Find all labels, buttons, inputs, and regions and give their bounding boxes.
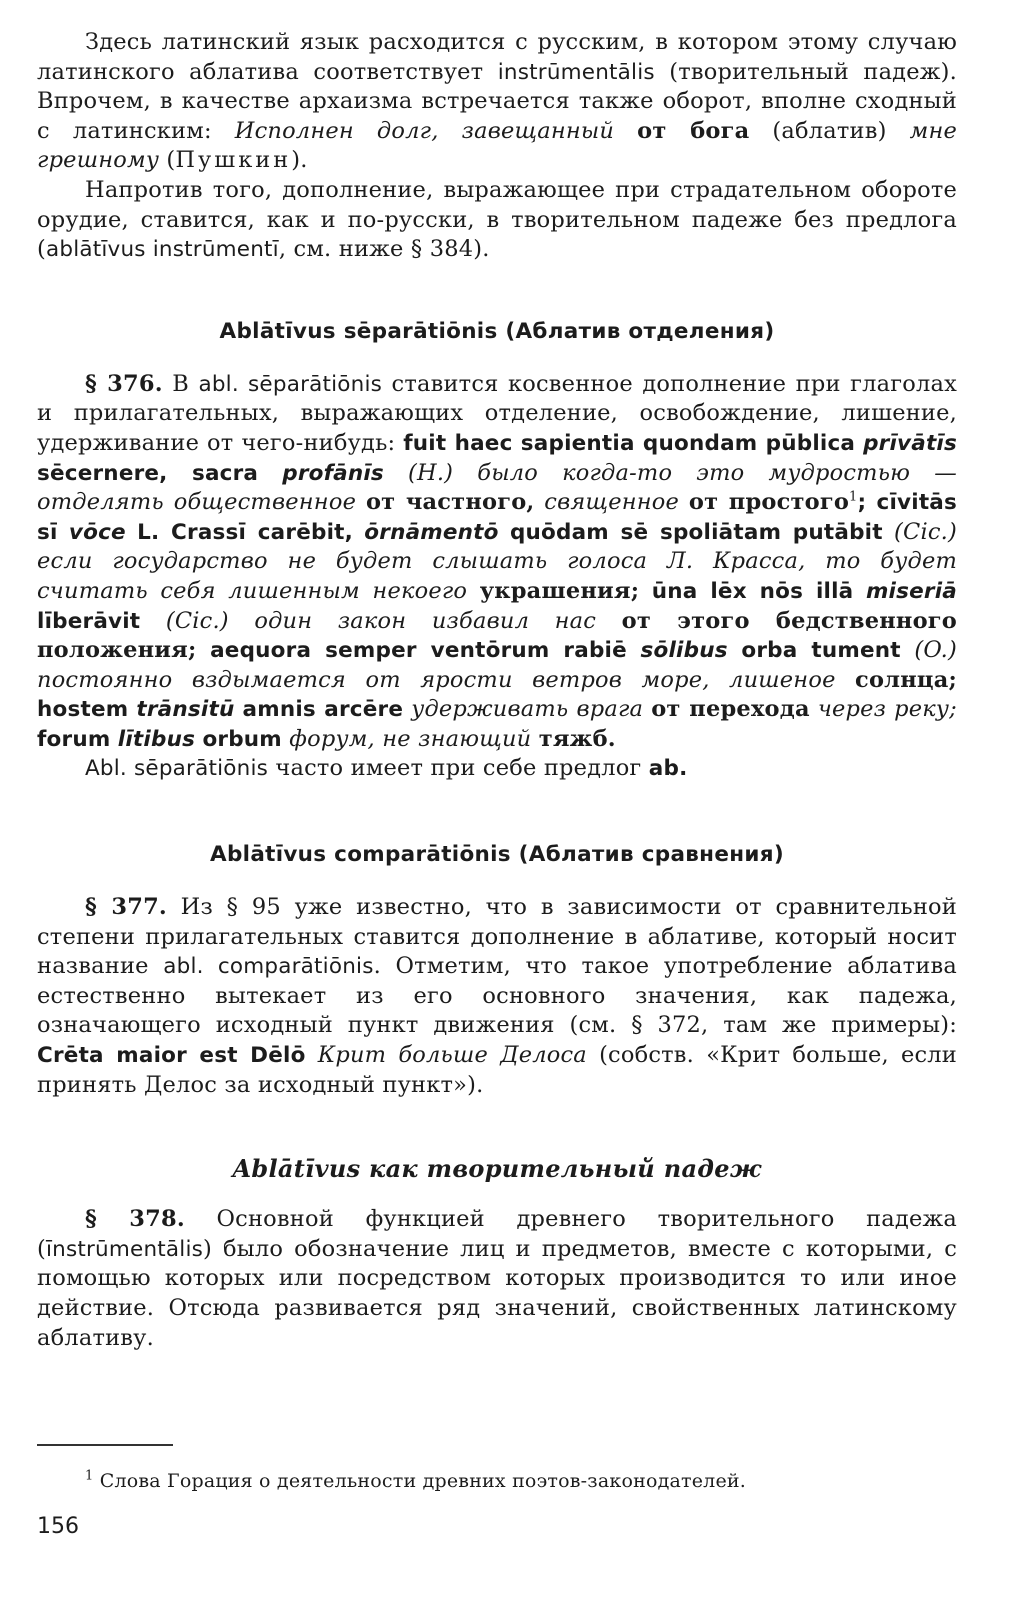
translation: постоянно вздымается от ярости ветров море, лишеное bbox=[37, 666, 836, 693]
footnote bbox=[37, 1468, 957, 1494]
text: (творительный падеж). Впрочем, в качестве архаизма встречается также оборот, вполне сходный с латинским: bbox=[37, 58, 957, 144]
text: Напротив того, дополнение, выражающее при страдательном обороте орудие, ставится, как и по-русски, в творительном падеже без предлога ( bbox=[37, 176, 957, 263]
text: ставится косвенное дополнение при глаголах и прилагательных, выражающих отделение, освобождение, лишение, удерживание от чего-нибудь: bbox=[37, 370, 957, 456]
text bbox=[306, 1042, 318, 1068]
translation: было когда-то это мудростью — отделять общественное bbox=[37, 459, 957, 516]
text: Основной функцией древнего творительного падежа ( bbox=[37, 1206, 957, 1262]
section-heading-instrumental: Ablātīvus как творительный падеж bbox=[232, 1154, 762, 1184]
text: Из § 95 уже известно, что в зависимости от сравнительной степени прилагательных ставится дополнение в аблативе, который носит название bbox=[37, 894, 957, 980]
translation: удерживать врага bbox=[411, 696, 644, 723]
latin-example: ūna lēx nōs illā bbox=[651, 578, 854, 604]
latin-key-word: miseriā bbox=[865, 578, 957, 604]
text: ). bbox=[291, 147, 308, 174]
italic-text: Исполнен долг, завещанный bbox=[234, 117, 615, 144]
paragraph-376 bbox=[37, 370, 957, 755]
section-heading-comparationis: Ablātīvus comparātiōnis (Аблатив сравнения) bbox=[210, 842, 784, 868]
latin-example: amnis arcēre bbox=[242, 697, 404, 723]
text: Здесь латинский язык расходится с русским, в котором этому случаю латинского аблатива соответствует bbox=[37, 29, 957, 85]
latin-term: Abl. sēparātiōnis bbox=[85, 756, 269, 782]
bold-text: тяжб. bbox=[538, 725, 616, 752]
source-abbrev: (H.) bbox=[408, 459, 454, 486]
text: В bbox=[162, 370, 199, 397]
footnote-text: Слова Горация о деятельности древних поэтов-законодателей. bbox=[93, 1470, 746, 1492]
bold-text: украшения; bbox=[479, 577, 640, 604]
paragraph-ab-note bbox=[37, 754, 957, 784]
latin-example: L. Crassī carēbit, bbox=[137, 519, 353, 545]
source-abbrev: (O.) bbox=[914, 637, 957, 664]
latin-preposition: ab. bbox=[648, 756, 688, 782]
translation: если государство не будет слышать голоса Л. Красса, то будет считать себя лишенным некоего bbox=[37, 548, 957, 604]
latin-term: ablātīvus instrūmentī bbox=[45, 237, 279, 263]
latin-term: instrūmentālis bbox=[497, 59, 655, 85]
text: ( bbox=[159, 147, 176, 174]
bold-text: от частного, bbox=[365, 489, 535, 516]
latin-term: abl. comparātiōnis bbox=[163, 954, 374, 980]
section-number: § 377. bbox=[85, 894, 167, 921]
source-abbrev: (Cic.) bbox=[894, 518, 957, 545]
latin-example: forum bbox=[37, 726, 111, 752]
page-number: 156 bbox=[37, 1514, 79, 1539]
page-body bbox=[37, 28, 957, 1353]
footnote-divider bbox=[37, 1444, 173, 1446]
latin-example: Crēta maior est Dēlō bbox=[37, 1043, 306, 1069]
section-heading-separationis: Ablātīvus sēparātiōnis (Аблатив отделения) bbox=[219, 318, 775, 344]
paragraph-instrumental bbox=[37, 176, 957, 265]
italic-text: мне грешному bbox=[37, 117, 957, 174]
latin-example: aequora semper ventōrum rabiē bbox=[210, 638, 627, 664]
latin-term: īnstrūmentālis bbox=[45, 1236, 204, 1262]
text: . Отметим, что такое употребление аблатива естественно вытекает из его основного значения, как падежа, означающего исходный пункт движения (см. § 372, там же примеры): bbox=[37, 953, 957, 1039]
text: (собств. «Крит больше, если принять Делос за исходный пункт»). bbox=[37, 1042, 957, 1098]
text: (аблатив) bbox=[749, 117, 910, 144]
latin-example: quōdam sē spoliātam putābit bbox=[509, 519, 883, 545]
paragraph-378 bbox=[37, 1205, 957, 1353]
latin-key-word: ōrnāmentō bbox=[364, 519, 499, 545]
footnote-mark: 1 bbox=[85, 1468, 94, 1484]
latin-key-word: prīvātīs bbox=[863, 430, 957, 456]
text: часто имеет при себе предлог bbox=[268, 755, 649, 782]
bold-text: от простого bbox=[688, 489, 850, 516]
footnote-ref[interactable]: 1 bbox=[849, 489, 858, 505]
author-name: Пушкин bbox=[175, 147, 292, 174]
bold-text: от перехода bbox=[651, 696, 810, 723]
latin-key-word: sōlibus bbox=[640, 638, 728, 664]
bold-text: от этого бедственного положения; bbox=[37, 607, 957, 664]
latin-example: fuit haec sapientia quondam pūblica bbox=[403, 430, 856, 456]
text: ) было обозначение лиц и предметов, вместе с которыми, с помощью которых или посредством которых производится то или иное действие. Отсюда развивается ряд значений, свойственных латинскому аблативу. bbox=[37, 1235, 957, 1351]
text: , см. ниже § 384). bbox=[278, 236, 490, 263]
latin-key-word: profānīs bbox=[282, 460, 384, 486]
translation: один закон избавил нас bbox=[254, 607, 597, 634]
translation: через реку; bbox=[817, 696, 957, 723]
latin-example: ; cīvitās sī bbox=[37, 490, 957, 545]
latin-example: orba tument bbox=[741, 638, 901, 664]
latin-key-word: vōce bbox=[68, 519, 126, 545]
latin-example: hostem bbox=[37, 697, 129, 723]
paragraph-377 bbox=[37, 893, 957, 1100]
latin-term: abl. sēparātiōnis bbox=[198, 371, 383, 397]
latin-example: sēcernere, sacra bbox=[37, 460, 259, 486]
bold-text: от бога bbox=[637, 117, 750, 144]
latin-example: līberāvit bbox=[37, 608, 141, 634]
bold-text: солнца; bbox=[855, 666, 957, 693]
latin-key-word: trānsitū bbox=[136, 697, 235, 723]
section-number: § 378. bbox=[85, 1206, 185, 1233]
paragraph-intro bbox=[37, 28, 957, 176]
section-number: § 376. bbox=[85, 370, 163, 397]
translation: Крит больше Делоса bbox=[317, 1042, 587, 1069]
source-abbrev: (Cic.) bbox=[165, 607, 229, 634]
translation: священное bbox=[544, 489, 680, 516]
latin-key-word: lītibus bbox=[117, 726, 196, 752]
translation: форум, не знающий bbox=[289, 725, 532, 752]
latin-example: orbum bbox=[202, 726, 282, 752]
